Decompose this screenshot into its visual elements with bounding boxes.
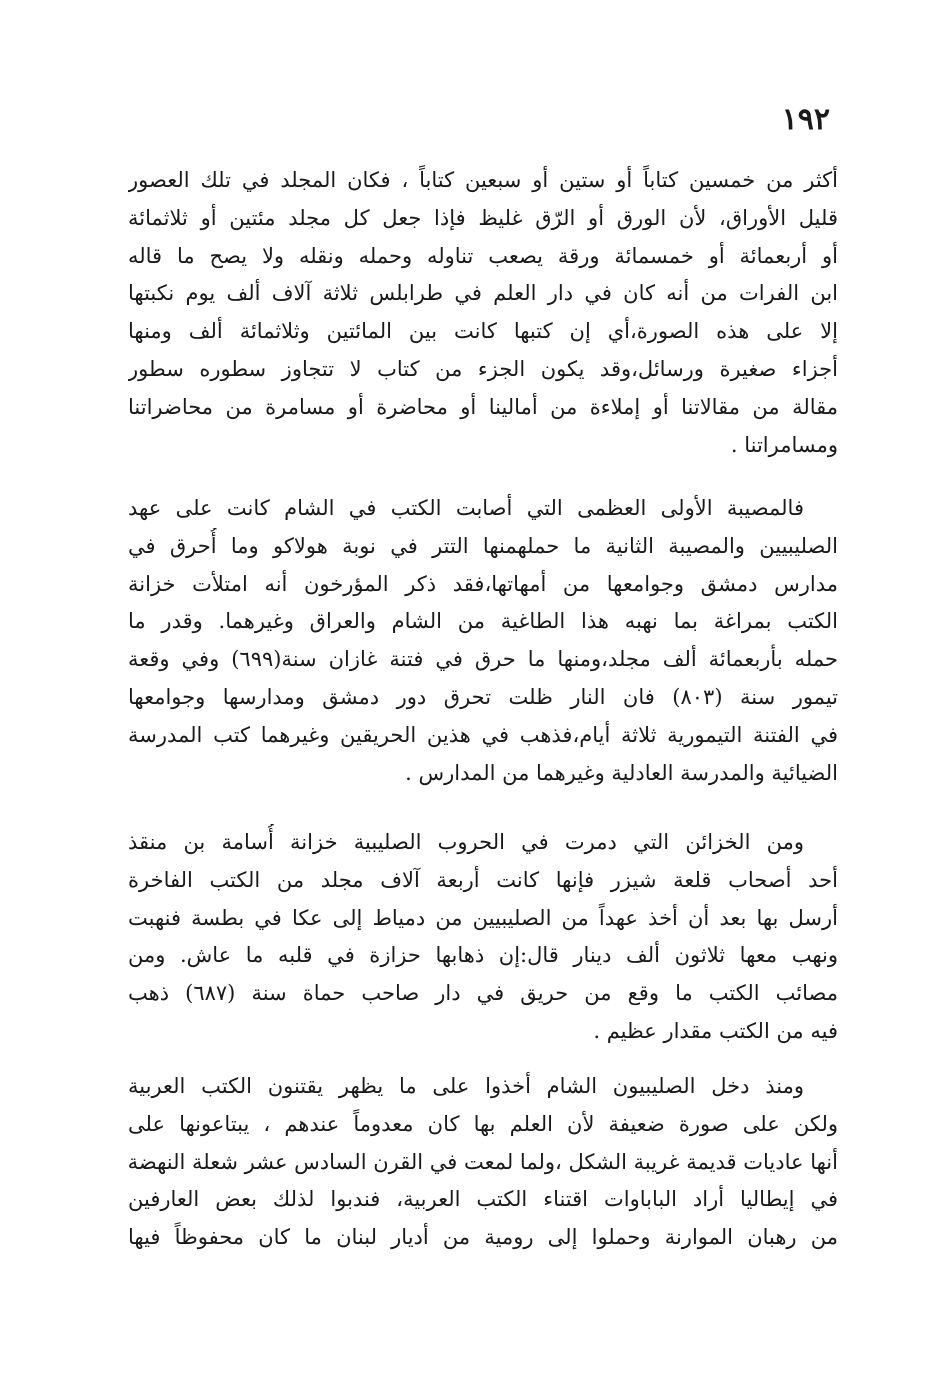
text-line: ومسامراتنا . <box>730 432 838 457</box>
text-line: ولكن على صورة ضعيفة لأن العلم بها كان معدوماً عندهم ، يبتاعونها على <box>128 1111 838 1136</box>
text-line: مدارس دمشق وجوامعها من أمهاتها،فقد ذكر المؤرخون أنه امتلأت خزانة <box>128 571 838 596</box>
text-line: إلا على هذه الصورة،أي إن كتبها كانت بين المائتين وثلاثمائة ألف ومنها <box>128 319 838 344</box>
paragraph-2 <box>128 490 838 792</box>
paragraph-1 <box>128 162 838 464</box>
text-line: الضيائية والمدرسة العادلية وغيرهما من المدارس . <box>405 760 838 785</box>
text-line: ابن الفرات من أنه كان في دار العلم في طرابلس ثلاثة آلاف ألف يوم نكبتها <box>128 281 838 306</box>
text-line: حمله بأربعمائة ألف مجلد،ومنها ما حرق في فتنة غازان سنة(٦٩٩) وفي وقعة <box>128 647 838 672</box>
text-line: من رهبان الموارنة وحملوا إلى رومية من أديار لبنان ما كان محفوظاً فيها <box>128 1225 838 1250</box>
text-line: أنها عاديات قديمة غريبة الشكل ،ولما لمعت في القرن السادس عشر شعلة النهضة <box>128 1149 838 1174</box>
text-line: مقالة من مقالاتنا أو إملاءة من أمالينا أو محاضرة أو مسامرة من محاضراتنا <box>128 394 838 419</box>
text-line: أكثر من خمسين كتاباً أو ستين أو سبعين كتاباً ، فكان المجلد في تلك العصور <box>128 168 838 192</box>
text-line: مصائب الكتب ما وقع من حريق في دار صاحب حماة سنة (٦٨٧) ذهب <box>128 981 838 1006</box>
text-line: في الفتنة التيمورية ثلاثة أيام،فذهب في هذين الحريقين وغيرهما كتب المدرسة <box>128 722 838 747</box>
text-line: أو أربعمائة أو خمسمائة ورقة يصعب تناوله وحمله ونقله ولا يصح ما قاله <box>128 243 838 268</box>
text-line: ونهب معها ثلاثون ألف دينار قال:إن ذهابها حزازة في قلبه ما عاش. ومن <box>128 943 838 968</box>
text-line: قليل الأوراق، لأن الورق أو الرّق غليظ فإذا جعل كل مجلد مئتين أو ثلاثمائة <box>128 205 838 230</box>
text-line: ومن الخزائن التي دمرت في الحروب الصليبية خزانة أُسامة بن منقذ <box>128 830 804 854</box>
text-line: الصليبيين والمصيبة الثانية ما حملهمنها التتر في نوبة هولاكو وما أُحرق في <box>128 533 838 558</box>
text-line: ومنذ دخل الصليبيون الشام أخذوا على ما يظهر يقتنون الكتب العربية <box>128 1074 804 1098</box>
text-line: الكتب بمراغة بما نهبه هذا الطاغية من الشام والعراق وغيرهما. وقدر ما <box>128 609 838 634</box>
text-line: أجزاء صغيرة ورسائل،وقد يكون الجزء من كتاب لا تتجاوز سطوره سطور <box>128 356 838 381</box>
text-line: تيمور سنة (٨٠٣) فان النار ظلت تحرق دور دمشق ومدارسها وجوامعها <box>128 684 838 709</box>
paragraph-3 <box>128 824 838 1051</box>
text-line: فالمصيبة الأولى العظمى التي أصابت الكتب في الشام كانت على عهد <box>128 496 804 520</box>
paragraph-4 <box>128 1068 838 1257</box>
text-line: أحد أصحاب قلعة شيزر فإنها كانت أربعة آلاف مجلد من الكتب الفاخرة <box>128 867 838 892</box>
text-line: فيه من الكتب مقدار عظيم . <box>593 1018 838 1043</box>
text-line: في إيطاليا أراد الباباوات اقتناء الكتب العربية، فندبوا لذلك بعض العارفين <box>128 1187 838 1212</box>
page-number: ١٩٢ <box>781 102 830 137</box>
text-line: أرسل بها بعد أن أخذ عهداً من الصليبيين من دمياط إلى عكا في بطسة فنهبت <box>128 905 838 930</box>
